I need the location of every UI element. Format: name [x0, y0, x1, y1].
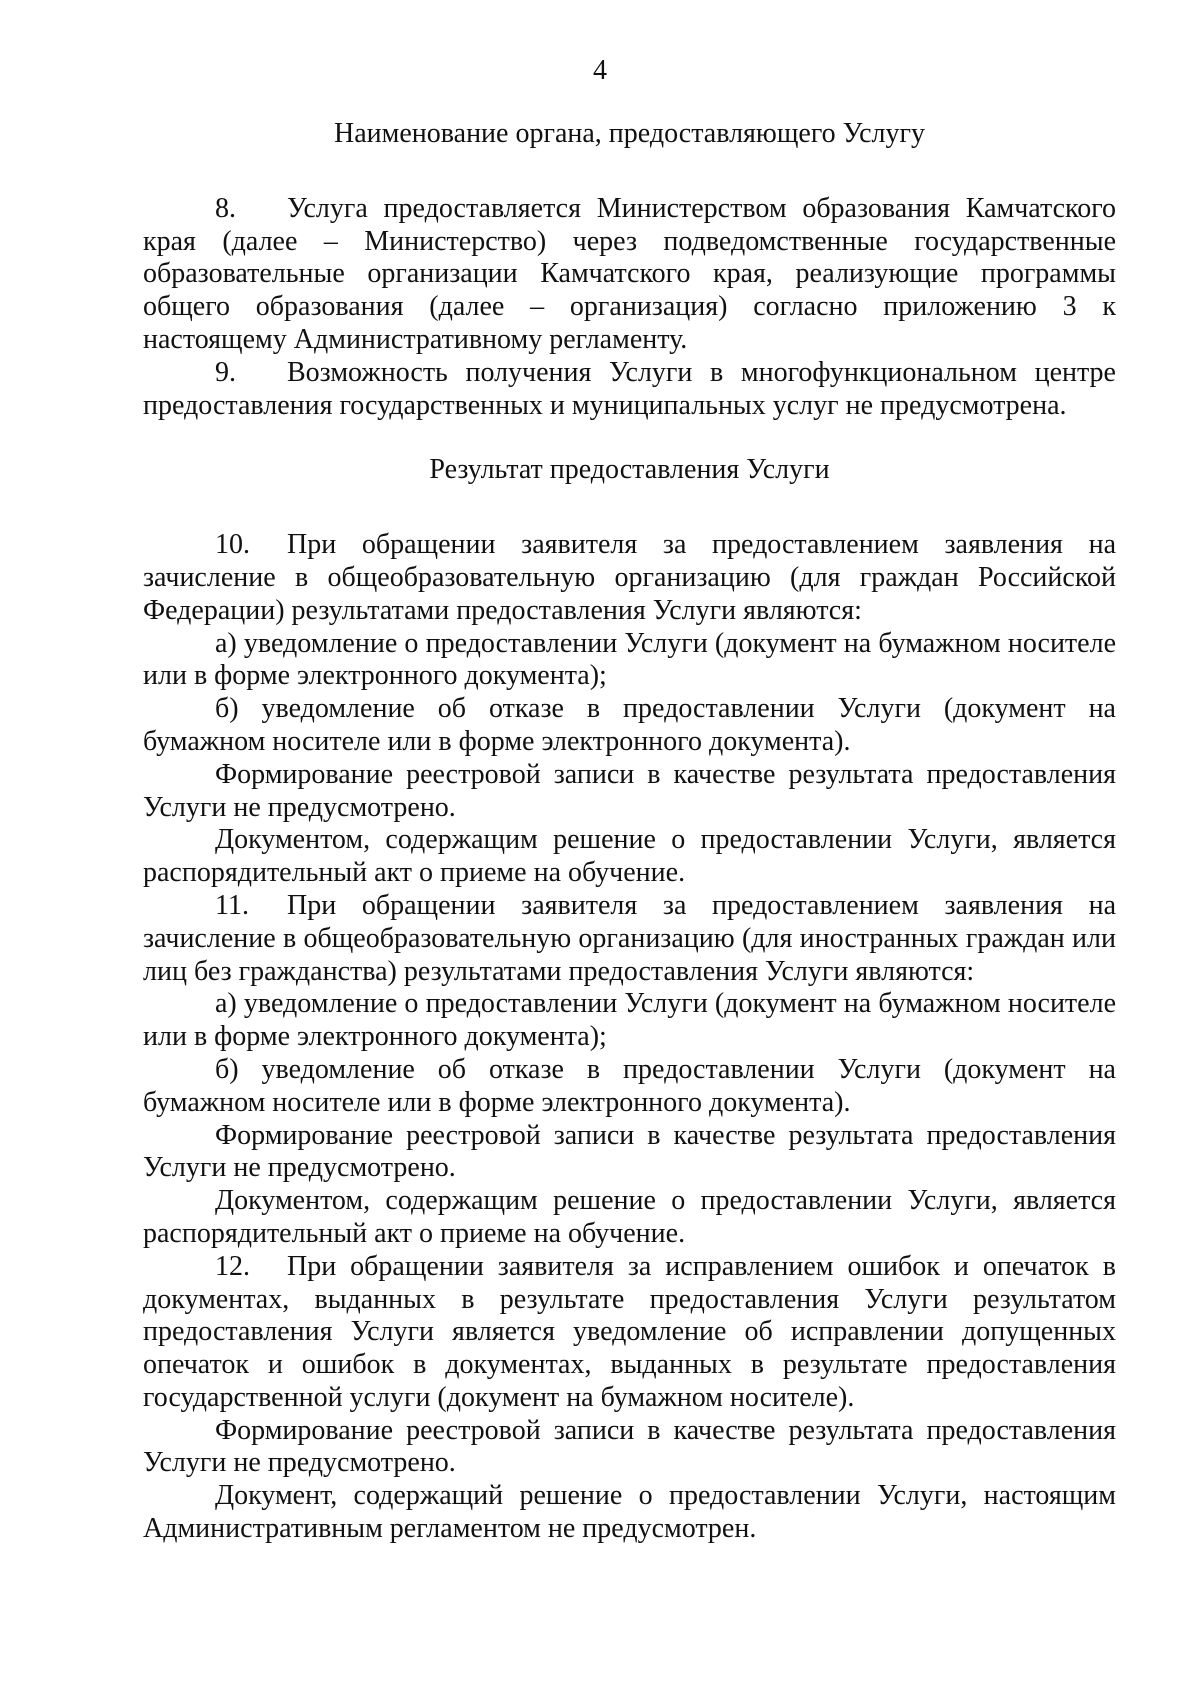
paragraph-9	[143, 357, 1116, 423]
paragraph-text: Возможность получения Услуги в многофункциональном центре предоставления государственных и муниципальных услуг не предусмотрена.	[143, 356, 1116, 421]
list-item-b: б) уведомление об отказе в предоставлении Услуги (документ на бумажном носителе или в форме электронного документа).	[143, 1053, 1116, 1118]
paragraph-text: Формирование реестровой записи в качестве результата предоставления Услуги не предусмотрено.	[143, 758, 1116, 823]
paragraph-number: 10.	[215, 529, 250, 561]
paragraph-text: При обращении заявителя за предоставлением заявления на зачисление в общеобразовательную организацию (для граждан Российской Федерации) результатами предоставления Услуги являются:	[143, 529, 1116, 626]
paragraph-10	[143, 529, 1116, 627]
paragraph-number: 8.	[215, 192, 236, 224]
section-heading-authority: Наименование органа, предоставляющего Услугу	[334, 118, 925, 149]
paragraph-text: Документ, содержащий решение о предоставлении Услуги, настоящим Административным регламентом не предусмотрен.	[143, 1480, 1116, 1545]
section-result	[143, 529, 1116, 1546]
paragraph-text: При обращении заявителя за исправлением ошибок и опечаток в документах, выданных в результате предоставления Услуги результатом предоставления Услуги является уведомление об исправлении допущенных опечаток и ошибок в документах, выданных в результате предоставления государственной услуги (документ на бумажном носителе).	[143, 1250, 1116, 1413]
page-number: 4	[593, 55, 607, 86]
list-item-a: а) уведомление о предоставлении Услуги (документ на бумажном носителе или в форме электронного документа);	[143, 988, 1116, 1053]
section-heading-result: Результат предоставления Услуги	[429, 454, 830, 486]
paragraph-11	[143, 890, 1116, 988]
paragraph-text: При обращении заявителя за предоставлением заявления на зачисление в общеобразовательную организацию (для иностранных граждан или лиц без гражданства) результатами предоставления Услуги являются:	[143, 889, 1116, 987]
paragraph-number: 11.	[215, 889, 249, 921]
paragraph-number: 12.	[215, 1250, 250, 1282]
document-body	[143, 118, 1116, 1546]
paragraph-text: Документом, содержащим решение о предоставлении Услуги, является распорядительный акт о приеме на обучение.	[143, 1185, 1116, 1249]
section-authority	[143, 193, 1116, 423]
paragraph-text: Документом, содержащим решение о предоставлении Услуги, является распорядительный акт о приеме на обучение.	[143, 824, 1116, 889]
list-item-a: а) уведомление о предоставлении Услуги (документ на бумажном носителе или в форме электронного документа);	[143, 627, 1116, 692]
list-item-b: б) уведомление об отказе в предоставлении Услуги (документ на бумажном носителе или в форме электронного документа).	[143, 693, 1116, 757]
paragraph-text: Формирование реестровой записи в качестве результата предоставления Услуги не предусмотрено.	[143, 1119, 1116, 1184]
paragraph-text: Формирование реестровой записи в качестве результата предоставления Услуги не предусмотрено.	[143, 1414, 1116, 1479]
paragraph-number: 9.	[215, 356, 236, 388]
paragraph-8	[143, 193, 1116, 357]
paragraph-text: Услуга предоставляется Министерством образования Камчатского края (далее – Министерство) через подведомственные государственные образовательные организации Камчатского края, реализующие программы общего образования (далее – организация) согласно приложению 3 к настоящему Административному регламенту.	[143, 192, 1116, 355]
paragraph-12	[143, 1251, 1116, 1415]
